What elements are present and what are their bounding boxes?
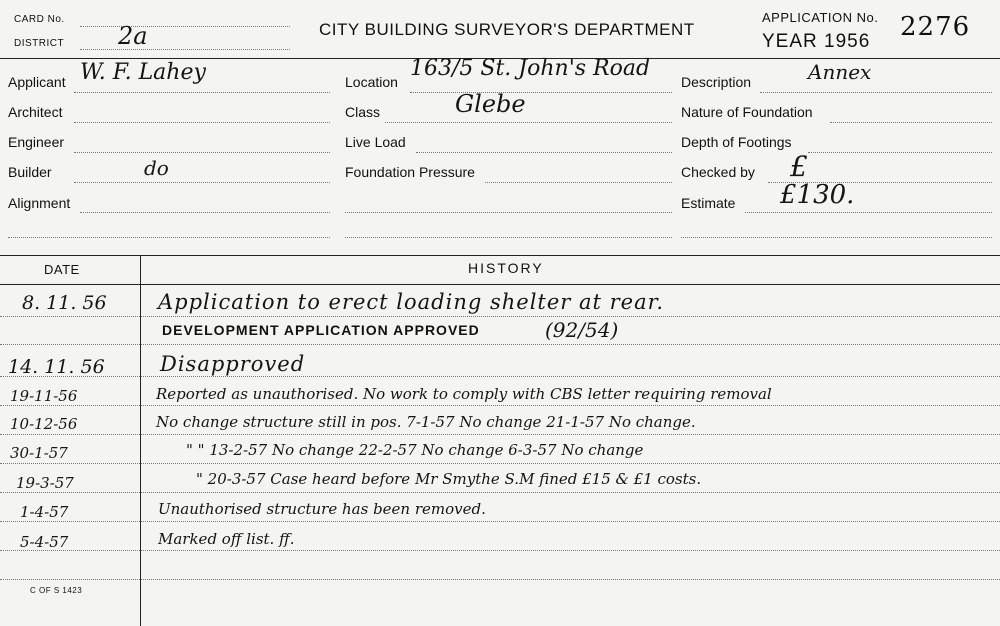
row-date: 14. 11. 56 <box>8 356 105 378</box>
development-approved-stamp: DEVELOPMENT APPLICATION APPROVED <box>162 322 480 338</box>
table-top-rule <box>0 255 1000 256</box>
row-date: 30-1-57 <box>10 444 68 462</box>
architect-line <box>74 122 330 123</box>
description-line <box>760 92 992 93</box>
row-line <box>0 492 1000 493</box>
date-column-divider <box>140 255 141 626</box>
alignment-label: Alignment <box>8 195 71 211</box>
architect-label: Architect <box>8 104 63 120</box>
row-line <box>0 376 1000 377</box>
row-line <box>0 521 1000 522</box>
date-header: DATE <box>44 262 80 277</box>
row-line <box>0 434 1000 435</box>
foundation-pressure-label: Foundation Pressure <box>345 164 475 180</box>
district-value: 2a <box>118 22 148 50</box>
row-line <box>0 579 1000 580</box>
row-history: " " 13-2-57 No change 22-2-57 No change 6-3-57 No change <box>186 441 644 459</box>
row-line <box>0 316 1000 317</box>
applicant-label: Applicant <box>8 74 66 90</box>
approval-reference: (92/54) <box>545 318 619 342</box>
applicant-line <box>74 92 330 93</box>
row-history: Unauthorised structure has been removed. <box>158 500 486 518</box>
foundation-pressure-line <box>485 182 672 183</box>
live-load-line <box>416 152 672 153</box>
row-line <box>0 550 1000 551</box>
row-history: Application to erect loading shelter at rear. <box>158 290 665 314</box>
alignment-line <box>80 212 330 213</box>
row-history: " 20-3-57 Case heard before Mr Smythe S.M fined £15 & £1 costs. <box>196 470 702 488</box>
card-no-label: CARD No. <box>14 14 65 25</box>
blank-line-mid-1 <box>345 212 672 213</box>
row-date: 19-3-57 <box>16 474 74 492</box>
estimate-value: £130. <box>780 180 855 210</box>
form-code: C OF S 1423 <box>30 586 83 595</box>
district-line <box>80 49 290 50</box>
checked-by-label: Checked by <box>681 164 755 180</box>
row-date: 19-11-56 <box>10 387 78 405</box>
department-title: CITY BUILDING SURVEYOR'S DEPARTMENT <box>319 20 695 39</box>
location-line <box>410 92 672 93</box>
blank-line-left <box>8 237 330 238</box>
row-line <box>0 405 1000 406</box>
row-date: 8. 11. 56 <box>22 292 107 314</box>
depth-of-footings-label: Depth of Footings <box>681 134 792 150</box>
location-label: Location <box>345 74 398 90</box>
estimate-line <box>745 212 992 213</box>
row-history: Marked off list. ff. <box>158 530 295 548</box>
builder-line <box>74 182 330 183</box>
class-label: Class <box>345 104 381 120</box>
builder-label: Builder <box>8 164 52 180</box>
district-label: DISTRICT <box>14 38 65 49</box>
row-history: Reported as unauthorised. No work to comply with CBS letter requiring removal <box>156 385 772 403</box>
depth-line <box>808 152 992 153</box>
history-header: HISTORY <box>468 260 544 276</box>
builder-value: do <box>144 156 169 180</box>
row-line <box>0 344 1000 345</box>
engineer-line <box>74 152 330 153</box>
blank-line-mid-2 <box>345 237 672 238</box>
estimate-label: Estimate <box>681 195 736 211</box>
card-no-line <box>80 26 290 27</box>
blank-line-right <box>681 237 992 238</box>
class-line <box>385 122 672 123</box>
nature-line <box>830 122 992 123</box>
application-no-label: APPLICATION No. <box>762 10 879 25</box>
location-value: 163/5 St. John's Road <box>410 56 651 81</box>
live-load-label: Live Load <box>345 134 406 150</box>
nature-of-foundation-label: Nature of Foundation <box>681 104 813 120</box>
year-label: YEAR 1956 <box>762 31 871 52</box>
row-date: 10-12-56 <box>10 415 78 433</box>
row-date: 1-4-57 <box>20 503 69 521</box>
row-line <box>0 463 1000 464</box>
application-number: 2276 <box>900 12 971 42</box>
row-history: Disapproved <box>160 352 306 376</box>
engineer-label: Engineer <box>8 134 65 150</box>
row-date: 5-4-57 <box>20 533 69 551</box>
row-history: No change structure still in pos. 7-1-57 No change 21-1-57 No change. <box>156 413 696 431</box>
checked-value: £ <box>790 150 808 183</box>
class-value: Glebe <box>455 90 526 118</box>
description-value: Annex <box>808 60 872 84</box>
applicant-value: W. F. Lahey <box>80 60 206 85</box>
header-row-rule <box>0 284 1000 285</box>
description-label: Description <box>681 74 752 90</box>
